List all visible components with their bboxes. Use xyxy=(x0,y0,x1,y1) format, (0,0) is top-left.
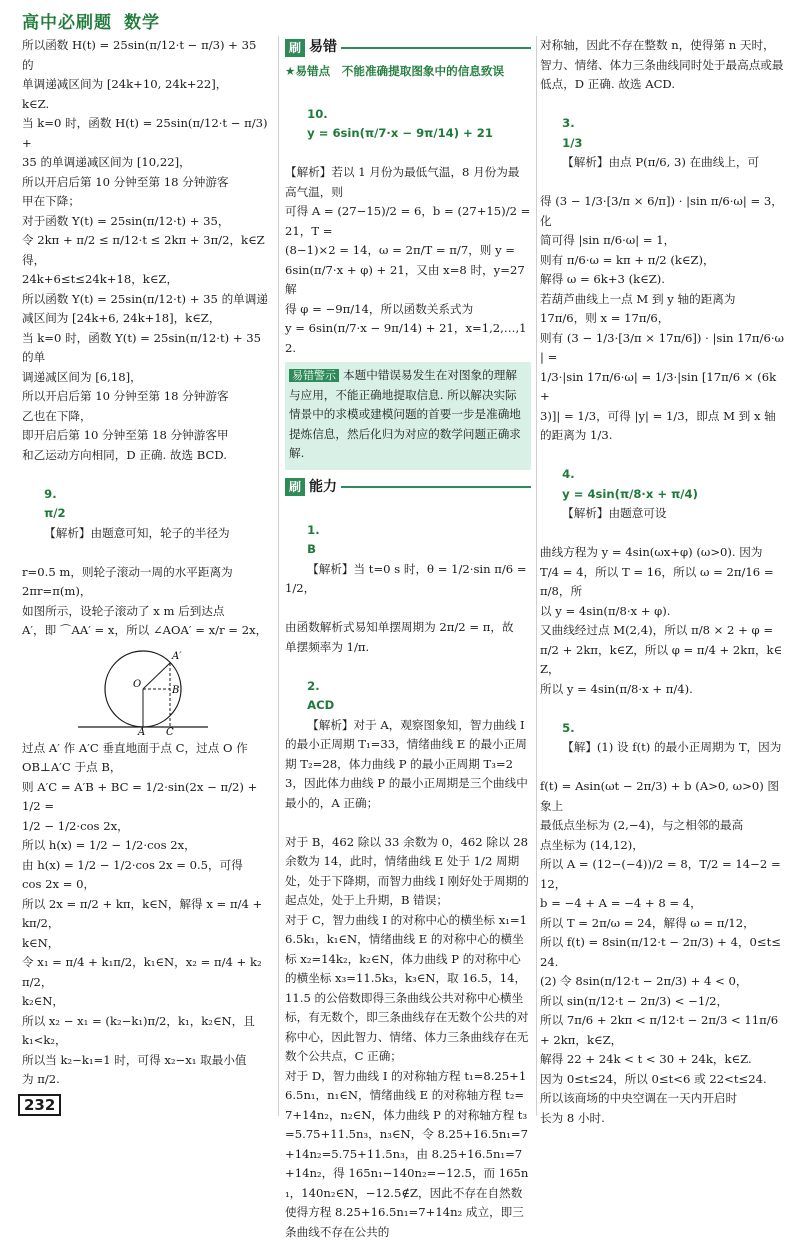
text-line: 2πr=π(m)， xyxy=(22,582,270,602)
section-name: 易错 xyxy=(309,38,337,58)
text-line: 6sin(π/7·x + φ) + 21，又由 x=8 时，y=27 解 xyxy=(285,261,531,300)
section-tag: 刷 xyxy=(285,39,305,57)
section-rule xyxy=(341,47,531,49)
text-line: 所以 f(t) = 8sin(π/12·t − 2π/3) + 4，0≤t≤24. xyxy=(540,933,785,972)
text-line: 过点 A′ 作 A′C 垂直地面于点 C，过点 O 作 xyxy=(22,739,270,759)
text-line: 对于函数 Y(t) = 25sin(π/12·t) + 35， xyxy=(22,212,270,232)
text-line: 可得 A = (27−15)/2 = 6，b = (27+15)/2 = 21，T = xyxy=(285,202,531,241)
text-line: 所以 sin(π/12·t − 2π/3) < −1/2， xyxy=(540,992,785,1012)
answer: y = 4sin(π/8·x + π/4) xyxy=(562,487,698,501)
text-line: 又曲线经过点 M(2,4)，所以 π/8 × 2 + φ = xyxy=(540,621,785,641)
section-tag: 刷 xyxy=(285,478,305,496)
text-line: 24k+6≤t≤24k+18，k∈Z， xyxy=(22,270,270,290)
text-line: 当 k=0 时，函数 Y(t) = 25sin(π/12·t) + 35 的单 xyxy=(22,329,270,368)
section-header-mistakes xyxy=(285,38,531,58)
question-4 xyxy=(540,446,785,700)
text-line: π/2 + 2kπ，k∈Z，所以 φ = π/4 + 2kπ，k∈Z， xyxy=(540,641,785,680)
text-line: T/4 = 4，所以 T = 16，所以 ω = 2π/16 = π/8，所 xyxy=(540,563,785,602)
text-line: 17π/6，则 x = 17π/6， xyxy=(540,309,785,329)
text-line: 【解析】由题意可知，轮子的半径为 xyxy=(44,526,230,540)
text-line: 1/2 − 1/2·cos 2x， xyxy=(22,817,270,837)
text-line: 【解析】若以 1 月份为最低气温，8 月份为最高气温，则 xyxy=(285,163,531,202)
text-line: 由函数解析式易知单摆周期为 2π/2 = π，故 xyxy=(285,618,531,638)
question-number: 10. xyxy=(307,107,328,121)
question-2 xyxy=(285,657,531,1242)
text-line: A′，即 ⌒AA′ = x，所以 ∠AOA′ = x/r = 2x， xyxy=(22,621,270,641)
text-line: cos 2x = 0， xyxy=(22,875,270,895)
text-line: 令 x₁ = π/4 + k₁π/2，k₁∈N，x₂ = π/4 + k₂π/2， xyxy=(22,953,270,992)
text-line: 所以当 k₂−k₁=1 时，可得 x₂−x₁ 取最小值 xyxy=(22,1051,270,1071)
question-number: 9. xyxy=(44,487,56,501)
text-line: 所以 2x = π/2 + kπ，k∈N，解得 x = π/4 + kπ/2， xyxy=(22,895,270,934)
section-name: 能力 xyxy=(309,478,337,498)
text-line: k₂∈N， xyxy=(22,992,270,1012)
page-number: 232 xyxy=(18,1094,61,1116)
mistake-warning-box xyxy=(285,362,531,470)
mistake-point: ★易错点 不能准确提取图象中的信息致误 xyxy=(285,62,531,82)
text-line: 则 A′C = A′B + BC = 1/2·sin(2x − π/2) + 1/2 = xyxy=(22,778,270,817)
text-line: 3)]| = 1/3，可得 |y| = 1/3，即点 M 到 x 轴 xyxy=(540,407,785,427)
text-line: 【解】(1) 设 f(t) 的最小正周期为 T，因为 xyxy=(562,740,781,754)
text-line: 当 k=0 时，函数 H(t) = 25sin(π/12·t − π/3) + xyxy=(22,114,270,153)
answer: ACD xyxy=(307,698,334,712)
warning-tag: 易错警示 xyxy=(289,369,339,382)
text-line: 所以开启后第 10 分钟至第 18 分钟游客 xyxy=(22,173,270,193)
text-line: 所以函数 Y(t) = 25sin(π/12·t) + 35 的单调递 xyxy=(22,290,270,310)
q2-continuation: 对称轴，因此不存在整数 n，使得第 n 天时，智力、情绪、体力三条曲线同时处于最高点或最低点，D 正确. 故选 ACD. xyxy=(540,36,785,95)
text-line: 单调递减区间为 [24k+10, 24k+22]， xyxy=(22,75,270,95)
question-number: 1. xyxy=(307,523,319,537)
text-line: 1/3·|sin 17π/6·ω| = 1/3·|sin [17π/6 × (6k+ xyxy=(540,368,785,407)
text-line: 和乙运动方向相同，D 正确. 故选 BCD. xyxy=(22,446,270,466)
answer: π/2 xyxy=(44,506,65,520)
text-line: 对于 C，智力曲线 I 的对称中心的横坐标 x₁=16.5k₁，k₁∈N，情绪曲线 E 的对称中心的横坐标 x₂=14k₂，k₂∈N，体力曲线 P 的对称中心的横坐标 x₃=11.5k₃，k₃∈N，取 16.5，14，11.5 的公倍数即得三条曲线公共对称中心横坐标，有无数个，即三条曲线存在无数个公共的对称中心，因此智力、情绪、体力三条曲线存在无数个公共点，C 正确； xyxy=(285,911,531,1067)
label-c: C xyxy=(166,727,174,735)
text-line: f(t) = Asin(ωt − 2π/3) + b (A>0, ω>0) 图象上 xyxy=(540,777,785,816)
text-line: k∈N， xyxy=(22,934,270,954)
text-line: (8−1)×2 = 14，ω = 2π/T = π/7，则 y = xyxy=(285,241,531,261)
book-series-title: 高中必刷题 xyxy=(22,8,112,33)
text-line: 所以 y = 4sin(π/8·x + π/4). xyxy=(540,680,785,700)
answer: y = 6sin(π/7·x − 9π/14) + 21 xyxy=(307,126,493,140)
text-line: 以 y = 4sin(π/8·x + φ). xyxy=(540,602,785,622)
answer: B xyxy=(307,542,316,556)
text-line: b = −4 + A = −4 + 8 = 4， xyxy=(540,894,785,914)
column-left xyxy=(22,36,270,1090)
text-line: 即开启后第 10 分钟至第 18 分钟游客甲 xyxy=(22,426,270,446)
text-line: 得 (3 − 1/3·[3/π × 6/π]) · |sin π/6·ω| = 3，化 xyxy=(540,192,785,231)
question-10 xyxy=(285,85,531,358)
text-line: OB⊥A′C 于点 B， xyxy=(22,758,270,778)
question-number: 2. xyxy=(307,679,319,693)
text-line: 点坐标为 (14,12)， xyxy=(540,836,785,856)
text-line: 若葫芦曲线上一点 M 到 y 轴的距离为 xyxy=(540,290,785,310)
text-line: 则有 π/6·ω = kπ + π/2 (k∈Z)， xyxy=(540,251,785,271)
label-b: B xyxy=(171,685,179,696)
text-line: 为 π/2. xyxy=(22,1070,270,1090)
text-line: r=0.5 m，则轮子滚动一周的水平距离为 xyxy=(22,563,270,583)
text-line: 【解析】由点 P(π/6, 3) 在曲线上，可 xyxy=(562,155,759,169)
column-right xyxy=(540,36,785,1128)
text-line: 简可得 |sin π/6·ω| = 1， xyxy=(540,231,785,251)
question-1 xyxy=(285,501,531,657)
text-line: 调递减区间为 [6,18]， xyxy=(22,368,270,388)
section-header-ability xyxy=(285,478,531,498)
label-a-prime: A′ xyxy=(171,651,182,662)
text-line: 所以开启后第 10 分钟至第 18 分钟游客 xyxy=(22,387,270,407)
column-middle xyxy=(285,36,531,1242)
label-a: A xyxy=(137,727,145,735)
text-line: 如图所示，设轮子滚动了 x m 后到达点 xyxy=(22,602,270,622)
subject-title: 数学 xyxy=(124,8,160,33)
question-9 xyxy=(22,465,270,1090)
text-line: 所以 A = (12−(−4))/2 = 8，T/2 = 14−2 = 12， xyxy=(540,855,785,894)
text-line: 解得 ω = 6k+3 (k∈Z). xyxy=(540,270,785,290)
text-line: 对于 D，智力曲线 I 的对称轴方程 t₁=8.25+16.5n₁，n₁∈N，情绪曲线 E 的对称轴方程 t₂=7+14n₂，n₂∈N，体力曲线 P 的对称轴方程 t₃=5.75+11.5n₃，n₃∈N，令 8.25+16.5n₁=7+14n₂=5.75+11.5n₃，由 8.25+16.5n₁=7+14n₂，得 165n₁−140n₂=−12.5，而 165n₁，140n₂∈N，−12.5∉Z，因此不存在自然数使得方程 8.25+16.5n₁=7+14n₂ 成立，即三条曲线不存在公共的 xyxy=(285,1067,531,1242)
text-line: 曲线方程为 y = 4sin(ωx+φ) (ω>0). 因为 xyxy=(540,543,785,563)
text-line: 所以 x₂ − x₁ = (k₂−k₁)π/2，k₁，k₂∈N，且 xyxy=(22,1012,270,1032)
text-line: 甲在下降； xyxy=(22,192,270,212)
text-line: 【解析】由题意可设 xyxy=(562,506,666,520)
question-number: 5. xyxy=(562,721,574,735)
text-line: 35 的单调递减区间为 [10,22]， xyxy=(22,153,270,173)
text-line: 【解析】当 t=0 s 时，θ = 1/2·sin π/6 = 1/2， xyxy=(285,562,530,596)
text-line: 的距离为 1/3. xyxy=(540,426,785,446)
text-line: 解得 22 + 24k < t < 30 + 24k，k∈Z. xyxy=(540,1050,785,1070)
answer: 1/3 xyxy=(562,136,582,150)
text-line: 得 φ = −9π/14，所以函数关系式为 xyxy=(285,300,531,320)
radius-oa-prime xyxy=(143,663,170,689)
label-o: O xyxy=(133,679,141,690)
text-line: 因为 0≤t≤24，所以 0≤t<6 或 22<t≤24. xyxy=(540,1070,785,1090)
question-number: 4. xyxy=(562,467,574,481)
text-line: k∈Z. xyxy=(22,95,270,115)
text-line: 令 2kπ + π/2 ≤ π/12·t ≤ 2kπ + 3π/2，k∈Z 得， xyxy=(22,231,270,270)
column-divider xyxy=(278,36,279,1116)
question-5 xyxy=(540,699,785,1128)
text-line: y = 6sin(π/7·x − 9π/14) + 21，x=1,2,…,12. xyxy=(285,319,531,358)
question-3 xyxy=(540,95,785,446)
text-line: 所以 7π/6 + 2kπ < π/12·t − 2π/3 < 11π/6 + 2kπ，k∈Z， xyxy=(540,1011,785,1050)
q8-continuation xyxy=(22,36,270,465)
column-divider xyxy=(536,36,537,1116)
wheel-figure xyxy=(78,643,208,735)
text-line: 由 h(x) = 1/2 − 1/2·cos 2x = 0.5，可得 xyxy=(22,856,270,876)
text-line: 乙也在下降， xyxy=(22,407,270,427)
question-number: 3. xyxy=(562,116,574,130)
text-line: 对于 B，462 除以 33 余数为 0，462 除以 28 余数为 14，此时，情绪曲线 E 处于 1/2 周期处，处于下降期，而智力曲线 I 刚好处于周期的起点处，处于上升期，B 错误； xyxy=(285,833,531,911)
text-line: 则有 (3 − 1/3·[3/π × 17π/6]) · |sin 17π/6·ω| = xyxy=(540,329,785,368)
text-line: k₁<k₂， xyxy=(22,1031,270,1051)
text-line: 【解析】对于 A，观察图象知，智力曲线 I 的最小正周期 T₁=33，情绪曲线 E 的最小正周期 T₂=28，体力曲线 P 的最小正周期 T₃=23，因此体力曲线 P 的最小正周期是三个曲线中最小的，A 正确； xyxy=(285,718,528,810)
text-line: 所以函数 H(t) = 25sin(π/12·t − π/3) + 35 的 xyxy=(22,36,270,75)
text-line: 所以 T = 2π/ω = 24，解得 ω = π/12， xyxy=(540,914,785,934)
section-rule xyxy=(341,486,531,488)
warning-text: 本题中错误易发生在对图象的理解与应用，不能正确地提取信息. 所以解决实际情景中的求模或建模问题的首要一步是准确地提炼信息，然后化归为对应的数学问题正确求解. xyxy=(289,368,521,460)
text-line: 单摆频率为 1/π. xyxy=(285,638,531,658)
text-line: 长为 8 小时. xyxy=(540,1109,785,1129)
text-line: 所以 h(x) = 1/2 − 1/2·cos 2x， xyxy=(22,836,270,856)
text-line: 最低点坐标为 (2,−4)，与之相邻的最高 xyxy=(540,816,785,836)
text-line: 减区间为 [24k+6, 24k+18]，k∈Z， xyxy=(22,309,270,329)
text-line: (2) 令 8sin(π/12·t − 2π/3) + 4 < 0， xyxy=(540,972,785,992)
text-line: 所以该商场的中央空调在一天内开启时 xyxy=(540,1089,785,1109)
page-header xyxy=(22,8,160,32)
